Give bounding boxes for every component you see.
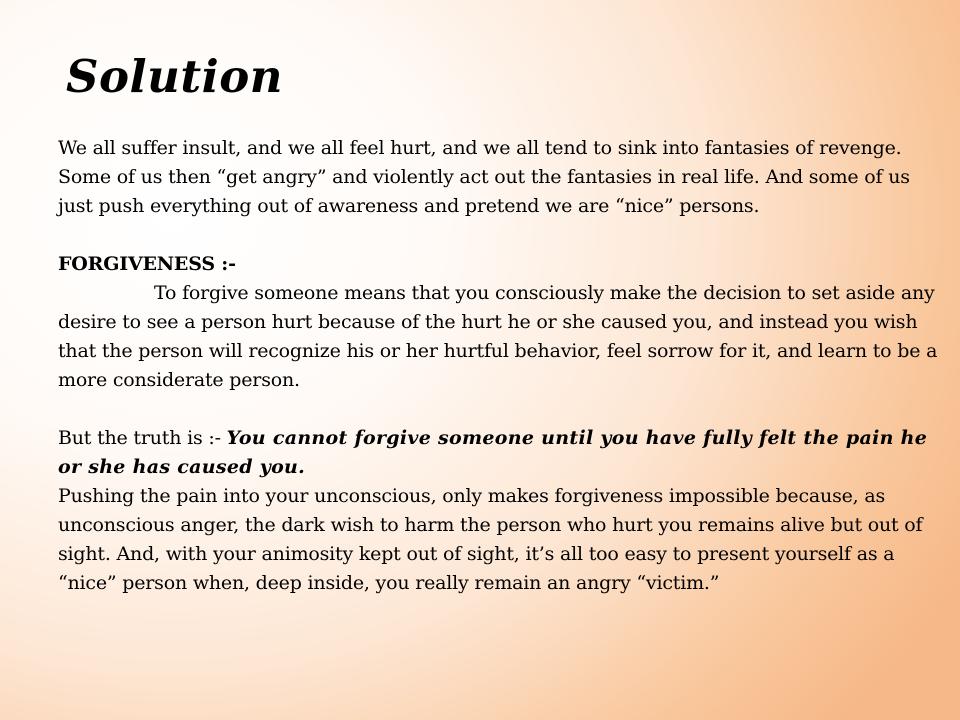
forgiveness-heading: FORGIVENESS :- bbox=[58, 253, 236, 275]
spacer bbox=[58, 221, 938, 250]
truth-emphasis: You cannot forgive someone until you have fully felt the pain he or she has caused you. bbox=[58, 427, 928, 478]
slide-title: Solution bbox=[66, 50, 283, 103]
truth-lead: But the truth is :- bbox=[58, 427, 227, 449]
forgiveness-paragraph bbox=[58, 279, 938, 395]
forgiveness-text: To forgive someone means that you consciously make the decision to set aside any desire to see a person hurt because of the hurt he or she caused you, and instead you wish that the person will recognize his or her hurtful behavior, feel sorrow for it, and learn to be a more considerate person. bbox=[58, 282, 938, 391]
slide-body bbox=[58, 134, 938, 598]
closing-paragraph: Pushing the pain into your unconscious, only makes forgiveness impossible because, as unconscious anger, the dark wish to harm the person who hurt you remains alive but out of sight. And, with your animosity kept out of sight, it’s all too easy to present yourself as a “nice” person when, deep inside, you really remain an angry “victim.” bbox=[58, 485, 923, 594]
spacer bbox=[58, 395, 938, 424]
truth-paragraph bbox=[58, 424, 938, 482]
intro-paragraph: We all suffer insult, and we all feel hurt, and we all tend to sink into fantasies of revenge. Some of us then “get angry” and violently act out the fantasies in real life. And some of us just push everything out of awareness and pretend we are “nice” persons. bbox=[58, 137, 910, 217]
